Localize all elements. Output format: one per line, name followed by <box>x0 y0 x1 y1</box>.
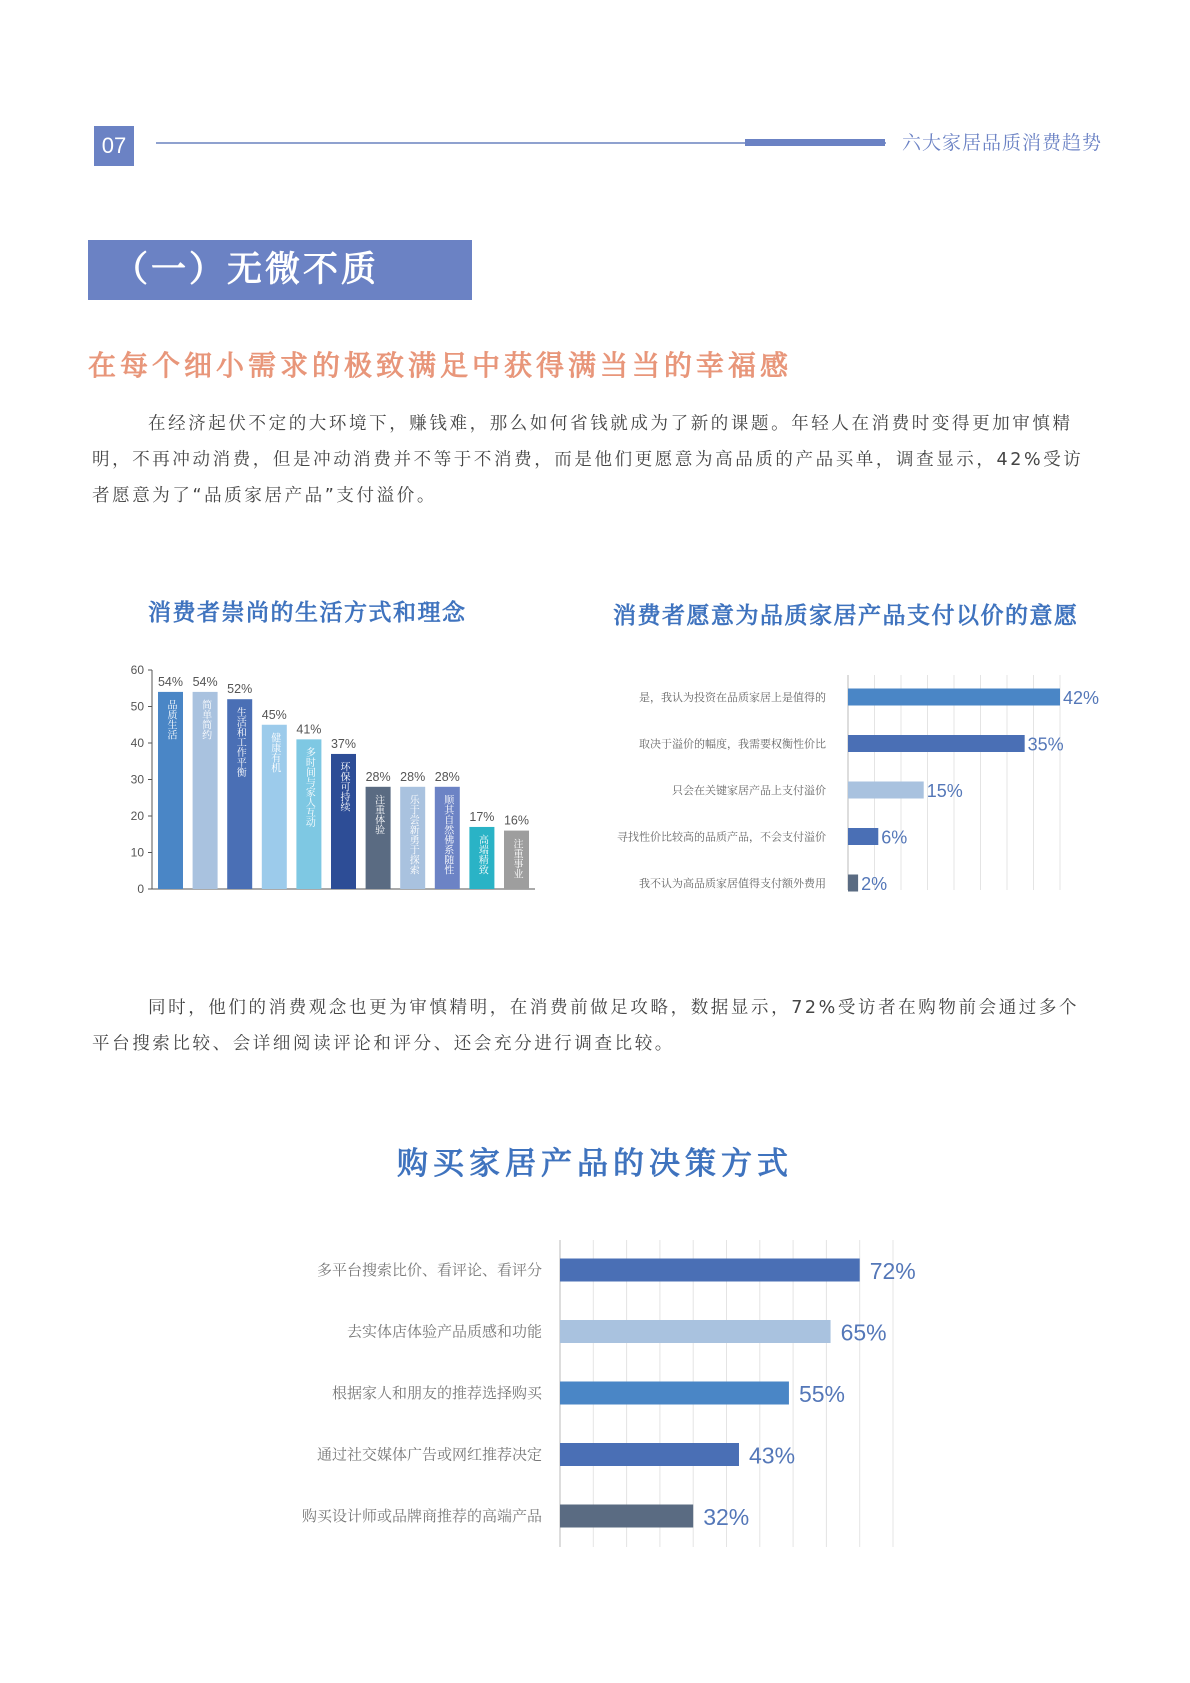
category-label: 去实体店体验产品质感和功能 <box>346 1322 542 1341</box>
bar-category-label: 健康有机 <box>268 732 280 773</box>
bar-category-label: 高端精致 <box>476 834 488 875</box>
chart-1-title: 消费者崇尚的生活方式和理念 <box>148 600 467 626</box>
header-title: 六大家居品质消费趋势 <box>902 132 1103 154</box>
category-label: 我不认为高品质家居值得支付额外费用 <box>639 877 826 890</box>
data-label: 55% <box>798 1381 845 1407</box>
y-tick-label: 0 <box>137 882 144 896</box>
paragraph-1-text: 在经济起伏不定的大环境下，赚钱难，那么如何省钱就成为了新的课题。年轻人在消费时变得更加审慎精明，不再冲动消费，但是冲动消费并不等于不消费，而是他们更愿意为高品质的产品买单，调查显示，42%受访者愿意为了“品质家居产品”支付溢价。 <box>92 414 1084 506</box>
data-label: 28% <box>434 769 460 784</box>
bar-category-label: 简单简约 <box>199 699 211 740</box>
category-label: 通过社交媒体广告或网红推荐决定 <box>316 1445 542 1464</box>
chart-2-title: 消费者愿意为品质家居产品支付以价的意愿 <box>613 603 1079 629</box>
section-subtitle: 在每个细小需求的极致满足中获得满当当的幸福感 <box>88 349 793 382</box>
bar-category-label: 顺其自然佛系随性 <box>441 794 453 875</box>
category-label: 取决于溢价的幅度，我需要权衡性价比 <box>639 737 826 751</box>
y-tick-label: 50 <box>130 699 144 714</box>
bar <box>560 1505 693 1528</box>
y-tick-label: 40 <box>130 736 144 750</box>
y-tick-label: 20 <box>130 809 144 823</box>
y-tick-label: 10 <box>130 845 144 860</box>
data-label: 43% <box>748 1442 796 1469</box>
category-label: 是，我认为投资在品质家居上是值得的 <box>639 691 826 704</box>
data-label: 37% <box>330 736 357 751</box>
bar <box>560 1443 739 1466</box>
bar-category-label: 品质生活 <box>165 699 176 740</box>
category-label: 多平台搜索比价、看评论、看评分 <box>316 1261 542 1279</box>
data-label: 17% <box>469 809 495 824</box>
data-label: 45% <box>261 707 287 722</box>
data-label: 41% <box>296 722 322 737</box>
category-label: 寻找性价比较高的品质产品，不会支付溢价 <box>617 830 826 844</box>
y-tick-label: 30 <box>130 772 144 787</box>
bar-category-label: 注重事业 <box>511 838 522 879</box>
y-tick-label: 60 <box>130 663 144 677</box>
data-label: 35% <box>1027 734 1064 755</box>
data-label: 2% <box>861 874 888 894</box>
page-number: 07 <box>94 126 134 166</box>
bar-category-label: 生活和工作平衡 <box>234 707 246 778</box>
data-label: 72% <box>869 1258 916 1284</box>
bar <box>560 1259 860 1282</box>
bar-category-label: 多时间与家人互动 <box>303 747 315 828</box>
data-label: 6% <box>881 827 908 848</box>
data-label: 54% <box>157 674 184 689</box>
bar <box>560 1382 789 1405</box>
data-label: 32% <box>703 1504 750 1530</box>
chart-3-title: 购买家居产品的决策方式 <box>397 1146 793 1182</box>
data-label: 15% <box>926 781 963 801</box>
data-label: 28% <box>365 769 391 784</box>
data-label: 52% <box>227 682 253 697</box>
data-label: 16% <box>503 813 530 828</box>
bar-category-label: 环保可持续 <box>338 761 349 812</box>
bar-category-label: 注重体验 <box>372 794 384 835</box>
section-banner: （一）无微不质 <box>88 240 472 300</box>
category-label: 购买设计师或品牌商推荐的高端产品 <box>301 1507 542 1525</box>
data-label: 28% <box>400 769 426 784</box>
data-label: 54% <box>192 674 218 689</box>
category-label: 只会在关键家居产品上支付溢价 <box>672 784 826 797</box>
paragraph-2-text: 同时，他们的消费观念也更为审慎精明，在消费前做足攻略，数据显示，72%受访者在购物前会通过多个平台搜索比较、会详细阅读评论和评分、还会充分进行调查比较。 <box>92 998 1080 1054</box>
bar <box>560 1320 831 1343</box>
category-label: 根据家人和朋友的推荐选择购买 <box>331 1384 542 1402</box>
data-label: 65% <box>840 1319 887 1346</box>
bar-category-label: 乐于尝新勇于探索 <box>407 794 419 875</box>
data-label: 42% <box>1063 688 1100 708</box>
